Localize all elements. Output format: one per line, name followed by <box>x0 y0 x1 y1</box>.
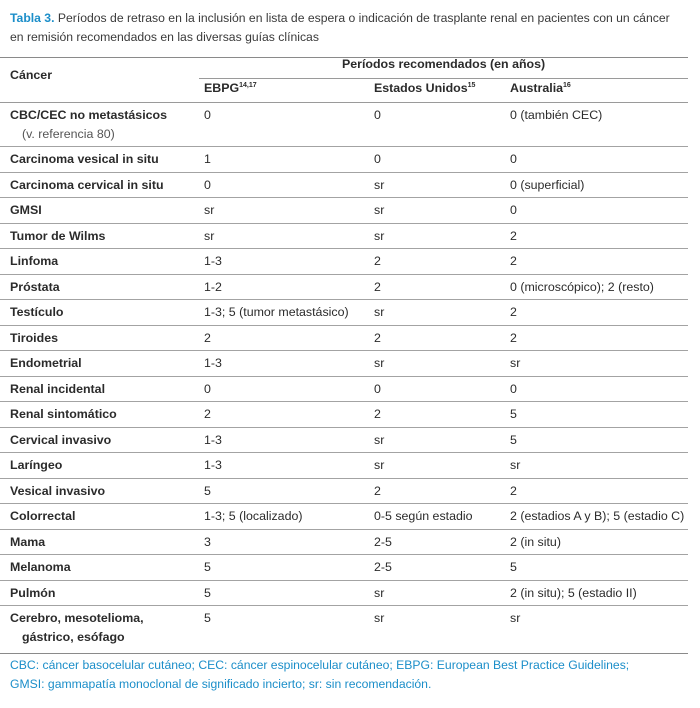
cell-cancer <box>10 558 71 577</box>
table-row <box>0 326 688 351</box>
cell-usa: 0-5 según estadio <box>374 509 473 523</box>
cell-usa: sr <box>374 178 385 192</box>
header-australia <box>510 81 571 95</box>
cell-ebpg: 1-2 <box>204 280 222 294</box>
cell-usa: sr <box>374 229 385 243</box>
table-row <box>0 103 688 147</box>
cell-ebpg: sr <box>204 229 215 243</box>
cell-cancer <box>10 482 105 501</box>
cell-australia: sr <box>510 356 521 370</box>
header-usa-label: Estados Unidos <box>374 81 468 95</box>
cell-australia: 5 <box>510 433 517 447</box>
cell-cancer <box>10 533 45 552</box>
cancer-name: Laríngeo <box>10 458 63 472</box>
cancer-name: Colorrectal <box>10 509 76 523</box>
table-row <box>0 224 688 249</box>
cell-cancer <box>10 354 82 373</box>
cell-ebpg: 1-3 <box>204 254 222 268</box>
cancer-name: GMSI <box>10 203 42 217</box>
cell-australia: 2 <box>510 484 517 498</box>
table-row <box>0 530 688 555</box>
table-row <box>0 300 688 326</box>
header-australia-ref: 16 <box>563 82 571 89</box>
cell-cancer <box>10 201 42 220</box>
cancer-name: Testículo <box>10 305 64 319</box>
cell-ebpg: 2 <box>204 407 211 421</box>
cell-ebpg: 0 <box>204 108 211 122</box>
cell-cancer <box>10 150 159 169</box>
cell-australia: 2 (in situ) <box>510 535 561 549</box>
cancer-name: Cervical invasivo <box>10 433 112 447</box>
cell-australia: 0 <box>510 152 517 166</box>
cell-usa: 2-5 <box>374 560 392 574</box>
cancer-name: Endometrial <box>10 356 82 370</box>
cell-ebpg: 5 <box>204 586 211 600</box>
cancer-name: Renal sintomático <box>10 407 117 421</box>
footnote-line-2: GMSI: gammapatía monoclonal de significado incierto; sr: sin recomendación. <box>10 677 432 691</box>
cell-ebpg: 5 <box>204 484 211 498</box>
cell-usa: 2 <box>374 254 381 268</box>
table-footnote <box>10 656 690 694</box>
footnote-line-1: CBC: cáncer basocelular cutáneo; CEC: cáncer espinocelular cutáneo; EBPG: European Best Practice Guidelines; <box>10 658 630 672</box>
cell-usa: 2 <box>374 407 381 421</box>
cell-cancer <box>10 456 62 475</box>
table-row <box>0 275 688 300</box>
header-usa-ref: 15 <box>467 82 476 89</box>
cell-australia: sr <box>510 611 521 625</box>
cell-ebpg: 1-3 <box>204 356 222 370</box>
cancer-name: Melanoma <box>10 560 71 574</box>
cancer-name: Linfoma <box>10 254 59 268</box>
cell-australia: 2 <box>510 254 517 268</box>
cell-australia: 2 <box>510 331 517 345</box>
cell-usa: sr <box>374 433 385 447</box>
table-row <box>0 377 688 402</box>
cancer-note: (v. referencia 80) <box>22 127 115 141</box>
table-row <box>0 428 688 453</box>
cell-cancer <box>10 329 58 348</box>
cell-australia: 2 (in situ); 5 (estadio II) <box>510 586 637 600</box>
cell-ebpg: 5 <box>204 611 211 625</box>
table-row <box>0 504 688 530</box>
cell-cancer <box>10 106 167 144</box>
cancer-name: CBC/CEC no metastásicos <box>10 108 167 122</box>
cell-usa: sr <box>374 203 385 217</box>
cell-australia: 2 <box>510 305 517 319</box>
cell-australia: 0 (microscópico); 2 (resto) <box>510 280 654 294</box>
cell-australia: 0 (también CEC) <box>510 108 603 122</box>
header-ebpg-label: EBPG <box>204 81 240 95</box>
caption-label: Tabla 3. <box>10 11 55 25</box>
cell-cancer <box>10 507 75 526</box>
cell-australia: 2 <box>510 229 517 243</box>
header-australia-label: Australia <box>510 81 564 95</box>
header-usa <box>374 81 475 95</box>
cell-australia: sr <box>510 458 521 472</box>
cell-ebpg: 0 <box>204 178 211 192</box>
cell-australia: 5 <box>510 560 517 574</box>
cell-usa: 0 <box>374 382 381 396</box>
cell-ebpg: 1-3; 5 (localizado) <box>204 509 303 523</box>
table-row <box>0 351 688 377</box>
table-row <box>0 198 688 224</box>
cell-usa: 0 <box>374 152 381 166</box>
cell-ebpg: 1-3 <box>204 433 222 447</box>
cell-cancer <box>10 431 111 450</box>
cell-ebpg: 2 <box>204 331 211 345</box>
cell-australia: 0 <box>510 203 517 217</box>
cell-australia: 5 <box>510 407 517 421</box>
cell-cancer <box>10 227 105 246</box>
table-row <box>0 249 688 275</box>
cell-australia: 2 (estadios A y B); 5 (estadio C) <box>510 509 685 523</box>
table-row <box>0 173 688 198</box>
cell-cancer <box>10 584 55 603</box>
header-divider <box>199 78 688 79</box>
table-row <box>0 402 688 428</box>
cell-usa: sr <box>374 586 385 600</box>
cell-cancer <box>10 405 117 424</box>
header-cancer: Cáncer <box>10 68 53 82</box>
cell-cancer <box>10 380 105 399</box>
cancer-name: Pulmón <box>10 586 56 600</box>
cell-usa: 2 <box>374 484 381 498</box>
cancer-name: Mama <box>10 535 46 549</box>
cell-ebpg: 5 <box>204 560 211 574</box>
table-row <box>0 606 688 654</box>
cell-usa: 0 <box>374 108 381 122</box>
cell-cancer <box>10 176 164 195</box>
cell-usa: sr <box>374 611 385 625</box>
cell-usa: 2 <box>374 280 381 294</box>
cell-usa: sr <box>374 356 385 370</box>
cancer-name: Renal incidental <box>10 382 106 396</box>
cell-usa: sr <box>374 458 385 472</box>
table-row <box>0 147 688 173</box>
cell-ebpg: 1-3; 5 (tumor metastásico) <box>204 305 349 319</box>
header-ebpg-ref: 14,17 <box>239 82 257 89</box>
cell-australia: 0 (superficial) <box>510 178 585 192</box>
header-periods: Períodos recomendados (en años) <box>342 57 546 71</box>
table-row <box>0 479 688 504</box>
cell-cancer <box>10 278 60 297</box>
cell-cancer <box>10 609 144 647</box>
caption-text: Períodos de retraso en la inclusión en lista de espera o indicación de trasplante renal en pacientes con un cáncer en remisión recomendados en las diversas guías clínicas <box>10 11 670 44</box>
cancer-name: Carcinoma vesical in situ <box>10 152 159 166</box>
cell-ebpg: 3 <box>204 535 211 549</box>
cell-ebpg: 1-3 <box>204 458 222 472</box>
table-row <box>0 453 688 479</box>
cancer-name-continued: gástrico, esófago <box>22 630 125 644</box>
cell-ebpg: sr <box>204 203 215 217</box>
cell-cancer <box>10 252 58 271</box>
table-row <box>0 581 688 606</box>
cell-ebpg: 1 <box>204 152 211 166</box>
cell-usa: 2-5 <box>374 535 392 549</box>
cell-australia: 0 <box>510 382 517 396</box>
header-ebpg <box>204 81 257 95</box>
cancer-name: Tiroides <box>10 331 58 345</box>
cancer-name: Cerebro, mesotelioma, <box>10 611 144 625</box>
cell-cancer <box>10 303 63 322</box>
cell-usa: 2 <box>374 331 381 345</box>
cancer-name: Vesical invasivo <box>10 484 106 498</box>
cancer-name: Carcinoma cervical in situ <box>10 178 164 192</box>
table-row <box>0 555 688 581</box>
cancer-name: Próstata <box>10 280 60 294</box>
cancer-name: Tumor de Wilms <box>10 229 106 243</box>
cell-usa: sr <box>374 305 385 319</box>
table-caption <box>10 9 686 47</box>
cell-ebpg: 0 <box>204 382 211 396</box>
